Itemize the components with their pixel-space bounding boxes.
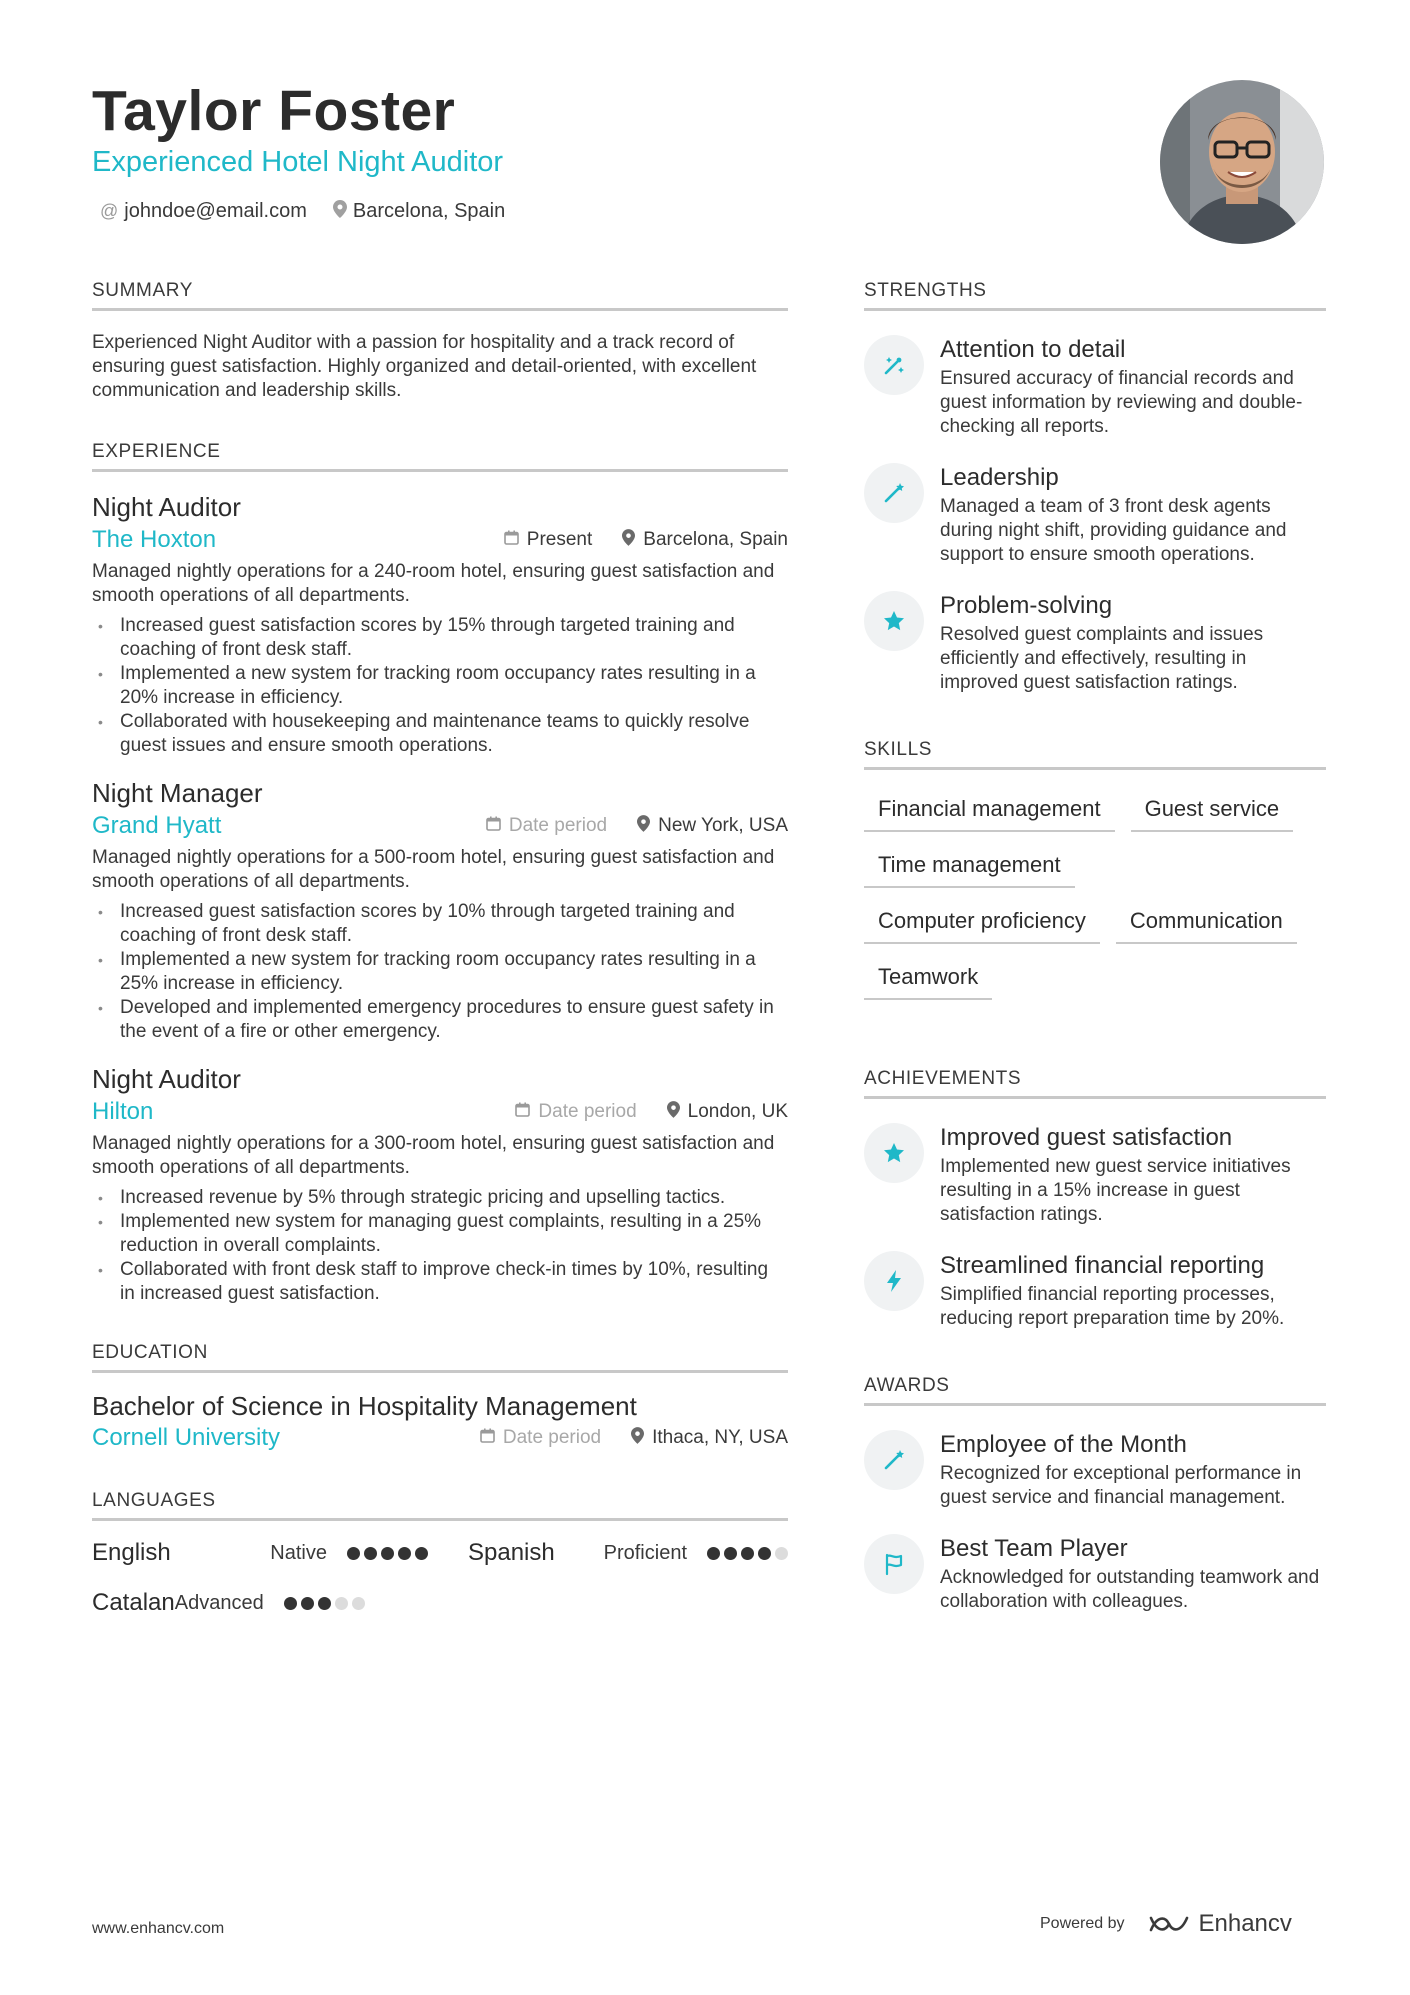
contact-email[interactable] (100, 200, 307, 223)
education-date (480, 1427, 601, 1449)
summary-text: Experienced Night Auditor with a passion for hospitality and a track record of ensuring guest satisfaction. Highly organized and detail-oriented, with excellent communication and leadership skills. (92, 332, 757, 401)
education-degree: Bachelor of Science in Hospitality Management (92, 1391, 637, 1421)
job-meta (474, 529, 788, 551)
job-description: Managed nightly operations for a 300-room hotel, ensuring guest satisfaction and smooth operations of all departments. (92, 1133, 775, 1178)
contact-location (333, 200, 505, 223)
language-item (92, 1589, 342, 1617)
proficiency-dot (724, 1547, 737, 1560)
location-pin-icon (333, 200, 347, 223)
language-name: Catalan (92, 1589, 175, 1616)
education-meta (450, 1427, 788, 1449)
brand-name: Enhancv (1198, 1910, 1292, 1937)
skill-tag: Financial management (864, 790, 1115, 832)
company-name: Grand Hyatt (92, 812, 222, 839)
experience-bullet: • Developed and implemented emergency procedures to ensure guest safety in the event of a fire or other emergency. (92, 996, 788, 1044)
strength-item (864, 591, 1326, 695)
strength-item-description: Ensured accuracy of financial records and guest information by reviewing and double-checking all reports. (940, 368, 1303, 437)
wand-icon (864, 463, 924, 523)
achievement-item (864, 1123, 1326, 1227)
location-pin-icon (667, 1101, 680, 1123)
job-title: Night Auditor (92, 1064, 241, 1094)
footer-website[interactable]: www.enhancv.com (92, 1920, 225, 1937)
skill-tag: Time management (864, 846, 1075, 888)
education-section (92, 1342, 788, 1452)
strength-item-body (940, 591, 1326, 695)
achievements-section (864, 1068, 1326, 1331)
award-item-title: Best Team Player (940, 1535, 1128, 1562)
achievement-item (864, 1251, 1326, 1331)
experience-bullet: • Implemented a new system for tracking room occupancy rates resulting in a 20% increase in efficiency. (92, 662, 788, 710)
location-pin-icon (637, 815, 650, 837)
job-date-text: Date period (538, 1101, 637, 1122)
experience-heading: EXPERIENCE (92, 441, 788, 472)
star-icon (864, 591, 924, 651)
proficiency-dot (707, 1547, 720, 1560)
left-column (92, 280, 788, 1655)
education-location (631, 1427, 788, 1449)
job-location-text: Barcelona, Spain (643, 529, 788, 550)
job-date (486, 815, 607, 837)
experience-bullet: • Increased guest satisfaction scores by 15% through targeted training and coaching of front desk staff. (92, 614, 788, 662)
awards-heading: AWARDS (864, 1375, 1326, 1406)
achievement-item-title: Improved guest satisfaction (940, 1124, 1233, 1151)
proficiency-dot (318, 1597, 331, 1610)
proficiency-dot (381, 1547, 394, 1560)
experience-bullet: • Increased revenue by 5% through strategic pricing and upselling tactics. (92, 1186, 788, 1210)
enhancv-logo-icon (1147, 1912, 1191, 1936)
summary-section (92, 280, 788, 403)
achievement-item-description: Simplified financial reporting processes, reducing report preparation time by 20%. (940, 1284, 1285, 1329)
experience-bullet: • Implemented a new system for tracking room occupancy rates resulting in a 25% increase in efficiency. (92, 948, 788, 996)
wand-icon (864, 1430, 924, 1490)
job-bullets (92, 900, 788, 1044)
flag-icon (864, 1534, 924, 1594)
education-heading: EDUCATION (92, 1342, 788, 1373)
strengths-list (864, 335, 1326, 695)
proficiency-dot (758, 1547, 771, 1560)
experience-bullet: • Collaborated with housekeeping and maintenance teams to quickly resolve guest issues and ensure smooth operations. (92, 710, 788, 758)
job-location (622, 529, 788, 551)
job-location-text: London, UK (687, 1101, 788, 1122)
job-description: Managed nightly operations for a 240-room hotel, ensuring guest satisfaction and smooth operations of all departments. (92, 561, 775, 606)
skill-tag: Teamwork (864, 958, 992, 1000)
languages-list (92, 1539, 788, 1617)
calendar-icon (486, 816, 501, 836)
experience-section (92, 441, 788, 1306)
job-description: Managed nightly operations for a 500-room hotel, ensuring guest satisfaction and smooth operations of all departments. (92, 847, 775, 892)
achievement-item-body (940, 1251, 1326, 1331)
summary-heading: SUMMARY (92, 280, 788, 311)
job-meta (485, 1101, 788, 1123)
skills-heading: SKILLS (864, 739, 1326, 770)
proficiency-dot (301, 1597, 314, 1610)
strength-item (864, 463, 1326, 567)
awards-section (864, 1375, 1326, 1614)
strength-item-title: Attention to detail (940, 336, 1126, 363)
job-date (515, 1101, 636, 1123)
job-meta (456, 815, 788, 837)
job-date-text: Date period (508, 815, 608, 836)
job-location (637, 815, 788, 837)
job-bullets (92, 614, 788, 758)
language-level: Proficient (603, 1541, 687, 1564)
language-item (428, 1539, 788, 1567)
education-school: Cornell University (92, 1424, 281, 1451)
job-date (504, 529, 592, 551)
strength-item-title: Problem-solving (940, 592, 1113, 619)
proficiency-dot (741, 1547, 754, 1560)
language-dots (280, 1597, 365, 1610)
achievement-item-description: Implemented new guest service initiatives resulting in a 15% increase in guest satisfaction ratings. (940, 1156, 1291, 1225)
experience-bullet: • Implemented new system for managing guest complaints, resulting in a 25% reduction in overall complaints. (92, 1210, 788, 1258)
location-pin-icon (631, 1427, 644, 1449)
language-dots (703, 1547, 788, 1560)
skills-section (864, 739, 1326, 1014)
achievements-list (864, 1123, 1326, 1331)
star-icon (864, 1123, 924, 1183)
strength-item-body (940, 335, 1326, 439)
job-row (92, 812, 788, 840)
languages-heading: LANGUAGES (92, 1490, 788, 1521)
proficiency-dot (775, 1547, 788, 1560)
at-icon: @ (100, 201, 119, 221)
job-location (667, 1101, 788, 1123)
award-item (864, 1534, 1326, 1614)
experience-list (92, 490, 788, 1306)
brand-logo[interactable] (1147, 1910, 1292, 1938)
proficiency-dot (347, 1547, 360, 1560)
awards-list (864, 1430, 1326, 1614)
education-date-text: Date period (502, 1427, 602, 1448)
strength-item-description: Resolved guest complaints and issues efficiently and effectively, resulting in improved guest satisfaction ratings. (940, 624, 1264, 693)
experience-bullet: • Collaborated with front desk staff to improve check-in times by 10%, resulting in increased guest satisfaction. (92, 1258, 788, 1306)
award-item-body (940, 1534, 1326, 1614)
experience-item (92, 490, 788, 758)
location-text: Barcelona, Spain (352, 200, 506, 222)
strengths-section (864, 280, 1326, 695)
skill-tag: Communication (1116, 902, 1297, 944)
calendar-icon (504, 530, 519, 550)
experience-item (92, 776, 788, 1044)
job-date-text: Present (526, 529, 593, 550)
email-text: johndoe@email.com (124, 200, 307, 222)
right-column (864, 280, 1326, 1652)
skill-tag: Computer proficiency (864, 902, 1100, 944)
language-item (92, 1539, 428, 1567)
calendar-icon (515, 1102, 530, 1122)
strength-item-description: Managed a team of 3 front desk agents during night shift, providing guidance and support to ensure smooth operations. (940, 496, 1287, 565)
strength-item (864, 335, 1326, 439)
language-name: English (92, 1539, 171, 1566)
job-row (92, 526, 788, 554)
skill-tag: Guest service (1131, 790, 1294, 832)
company-name: The Hoxton (92, 526, 217, 553)
education-row (92, 1424, 788, 1452)
award-item-title: Employee of the Month (940, 1431, 1187, 1458)
job-bullets (92, 1186, 788, 1306)
achievement-item-title: Streamlined financial reporting (940, 1252, 1265, 1279)
profile-photo (1160, 80, 1324, 244)
location-pin-icon (622, 529, 635, 551)
strength-item-title: Leadership (940, 464, 1059, 491)
calendar-icon (480, 1428, 495, 1448)
proficiency-dot (398, 1547, 411, 1560)
achievement-item-body (940, 1123, 1326, 1227)
proficiency-dot (415, 1547, 428, 1560)
languages-section (92, 1490, 788, 1617)
experience-item (92, 1062, 788, 1306)
candidate-name: Taylor Foster (92, 79, 456, 143)
language-level: Advanced (174, 1591, 264, 1614)
language-name: Spanish (468, 1539, 555, 1566)
job-title: Night Manager (92, 778, 263, 808)
strengths-heading: STRENGTHS (864, 280, 1326, 311)
candidate-headline: Experienced Hotel Night Auditor (92, 146, 504, 178)
skills-list (864, 790, 1326, 1014)
job-title: Night Auditor (92, 492, 241, 522)
job-row (92, 1098, 788, 1126)
proficiency-dot (335, 1597, 348, 1610)
job-location-text: New York, USA (658, 815, 788, 836)
magic-icon (864, 335, 924, 395)
award-item-description: Acknowledged for outstanding teamwork and collaboration with colleagues. (940, 1567, 1320, 1612)
company-name: Hilton (92, 1098, 154, 1125)
proficiency-dot (352, 1597, 365, 1610)
proficiency-dot (364, 1547, 377, 1560)
strength-item-body (940, 463, 1326, 567)
bolt-icon (864, 1251, 924, 1311)
powered-by-text: Powered by (1040, 1915, 1125, 1932)
contact-row (100, 200, 531, 223)
proficiency-dot (284, 1597, 297, 1610)
award-item (864, 1430, 1326, 1510)
education-location-text: Ithaca, NY, USA (652, 1427, 788, 1448)
award-item-description: Recognized for exceptional performance in guest service and financial management. (940, 1463, 1302, 1508)
language-level: Native (270, 1541, 327, 1564)
experience-bullet: • Increased guest satisfaction scores by 10% through targeted training and coaching of front desk staff. (92, 900, 788, 948)
award-item-body (940, 1430, 1326, 1510)
footer-branding (1040, 1910, 1292, 1938)
language-dots (343, 1547, 428, 1560)
achievements-heading: ACHIEVEMENTS (864, 1068, 1326, 1099)
